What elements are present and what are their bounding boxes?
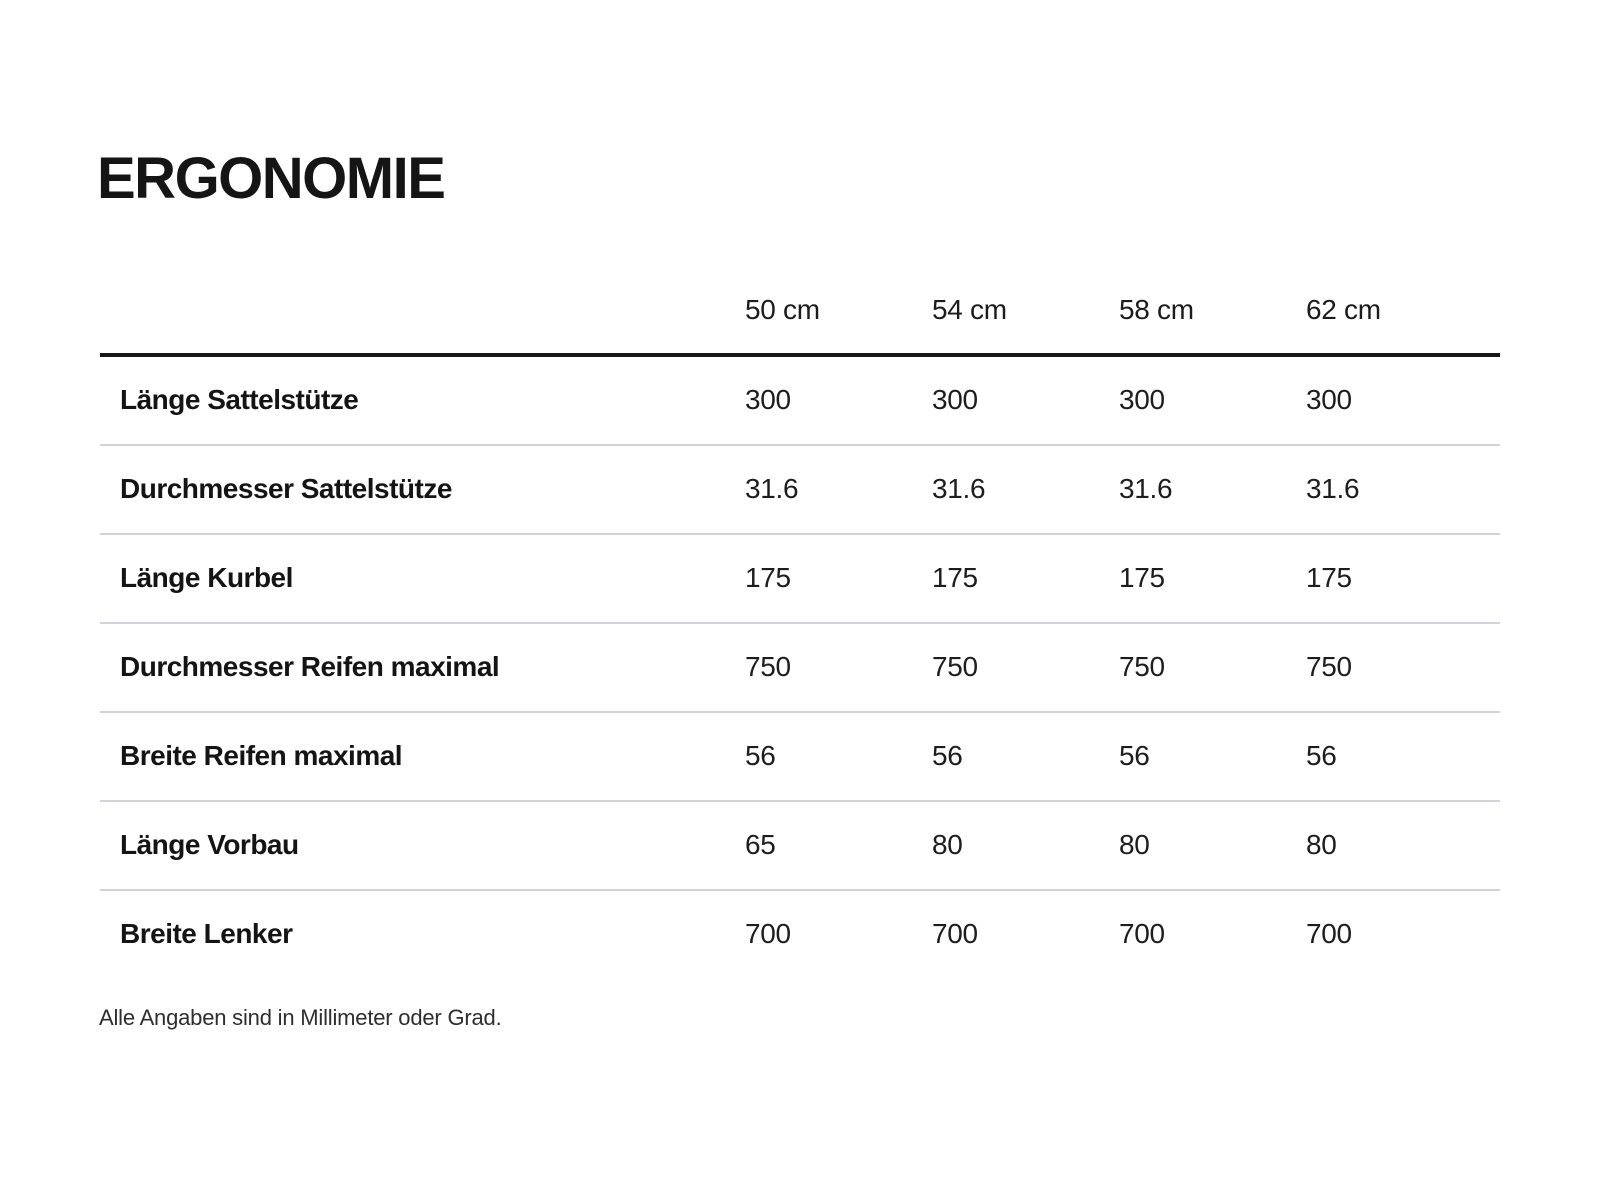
column-header-58cm: 58 cm: [1119, 260, 1306, 355]
cell-value: 80: [932, 801, 1119, 890]
row-label: Durchmesser Sattelstütze: [100, 445, 745, 534]
cell-value: 300: [1306, 384, 1352, 415]
table-row-handlebar-width: [100, 890, 1500, 978]
table-header-row: [100, 260, 1500, 355]
cell-value: 300: [745, 384, 791, 415]
cell-value: 80: [1306, 801, 1500, 890]
cell-value: 750: [932, 623, 1119, 712]
cell-value: 700: [932, 890, 1119, 978]
footnote: Alle Angaben sind in Millimeter oder Grad.: [99, 1005, 502, 1030]
column-header-62cm: 62 cm: [1306, 260, 1500, 355]
row-label: Durchmesser Reifen maximal: [100, 623, 745, 712]
ergonomics-table: [100, 260, 1500, 978]
table-row-stem-length: [100, 801, 1500, 890]
row-label-header: [100, 260, 745, 355]
table-row-tire-width-max: [100, 712, 1500, 801]
column-header-50cm: 50 cm: [745, 260, 932, 355]
row-label: Länge Sattelstütze: [120, 384, 359, 415]
cell-value: 175: [932, 534, 1119, 623]
cell-value: 31.6: [745, 445, 932, 534]
column-header-54cm: 54 cm: [932, 260, 1119, 355]
cell-value: 700: [745, 890, 932, 978]
table-row-seatpost-diameter: [100, 445, 1500, 534]
cell-value: 56: [1306, 712, 1500, 801]
table-row-seatpost-length: [100, 355, 1500, 445]
cell-value: 175: [745, 534, 932, 623]
table-row-crank-length: [100, 534, 1500, 623]
table-row-tire-diameter-max: [100, 623, 1500, 712]
cell-value: 31.6: [1119, 445, 1306, 534]
cell-value: 175: [1119, 534, 1306, 623]
cell-value: 750: [1306, 623, 1500, 712]
cell-value: 175: [1306, 534, 1500, 623]
cell-value: 80: [1119, 801, 1306, 890]
page-title: ERGONOMIE: [97, 146, 445, 211]
cell-value: 300: [932, 384, 978, 415]
cell-value: 31.6: [1306, 445, 1500, 534]
cell-value: 750: [1119, 623, 1306, 712]
cell-value: 56: [932, 712, 1119, 801]
cell-value: 750: [745, 623, 932, 712]
cell-value: 700: [1306, 890, 1500, 978]
row-label: Breite Lenker: [100, 890, 745, 978]
row-label: Länge Kurbel: [100, 534, 745, 623]
cell-value: 31.6: [932, 445, 1119, 534]
cell-value: 56: [1119, 712, 1306, 801]
cell-value: 56: [745, 712, 932, 801]
row-label: Länge Vorbau: [100, 801, 745, 890]
row-label: Breite Reifen maximal: [100, 712, 745, 801]
cell-value: 300: [1119, 384, 1165, 415]
cell-value: 700: [1119, 890, 1306, 978]
cell-value: 65: [745, 801, 932, 890]
